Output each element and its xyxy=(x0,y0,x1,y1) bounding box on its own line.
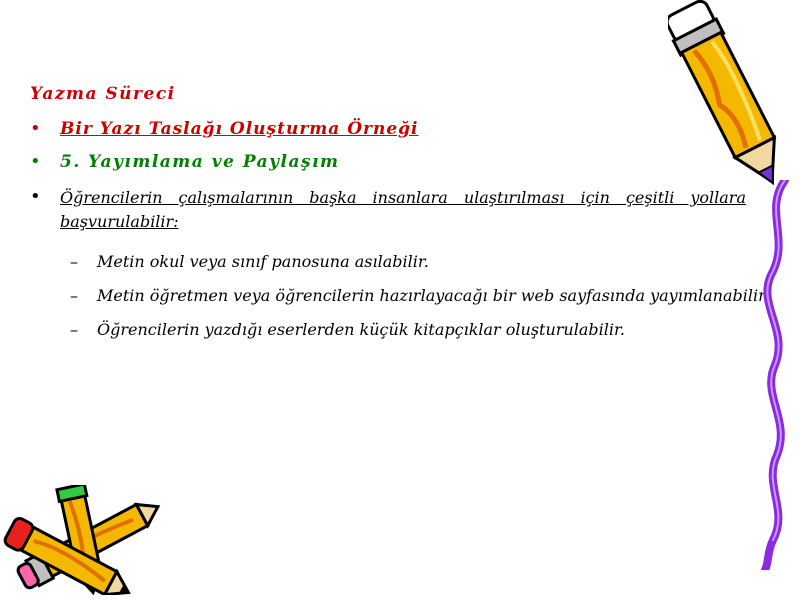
bullet-text: 5. Yayımlama ve Paylaşım xyxy=(60,152,340,172)
bullet-marker: • xyxy=(30,186,41,207)
pencil-clipart-icon xyxy=(668,0,788,195)
bullet-marker: • xyxy=(30,118,41,139)
sub-bullet-item xyxy=(70,319,625,341)
bullet-marker: • xyxy=(30,151,41,172)
sub-bullet-marker: – xyxy=(70,252,78,271)
sub-bullet-marker: – xyxy=(70,286,78,305)
bullet-item-publishing xyxy=(30,151,340,173)
bullet-text: Öğrencilerin çalışmalarının başka insanlara ulaştırılması için çeşitli yollara başvurulabilir: xyxy=(60,188,746,231)
pencils-clipart-icon xyxy=(0,485,170,595)
sub-bullet-marker: – xyxy=(70,320,78,339)
bullet-text: Bir Yazı Taslağı Oluşturma Örneği xyxy=(60,119,419,139)
sub-bullet-item xyxy=(70,251,429,273)
bullet-item-description xyxy=(30,186,746,234)
sub-bullet-text: Metin öğretmen veya öğrencilerin hazırlayacağı bir web sayfasında yayımlanabilir. xyxy=(97,286,770,305)
slide-title: Yazma Süreci xyxy=(30,84,176,104)
sub-bullet-item xyxy=(70,285,769,307)
bullet-item-example xyxy=(30,118,418,140)
purple-squiggle-icon xyxy=(755,180,800,570)
sub-bullet-text: Öğrencilerin yazdığı eserlerden küçük kitapçıklar oluşturulabilir. xyxy=(97,320,625,339)
sub-bullet-text: Metin okul veya sınıf panosuna asılabilir. xyxy=(97,252,429,271)
